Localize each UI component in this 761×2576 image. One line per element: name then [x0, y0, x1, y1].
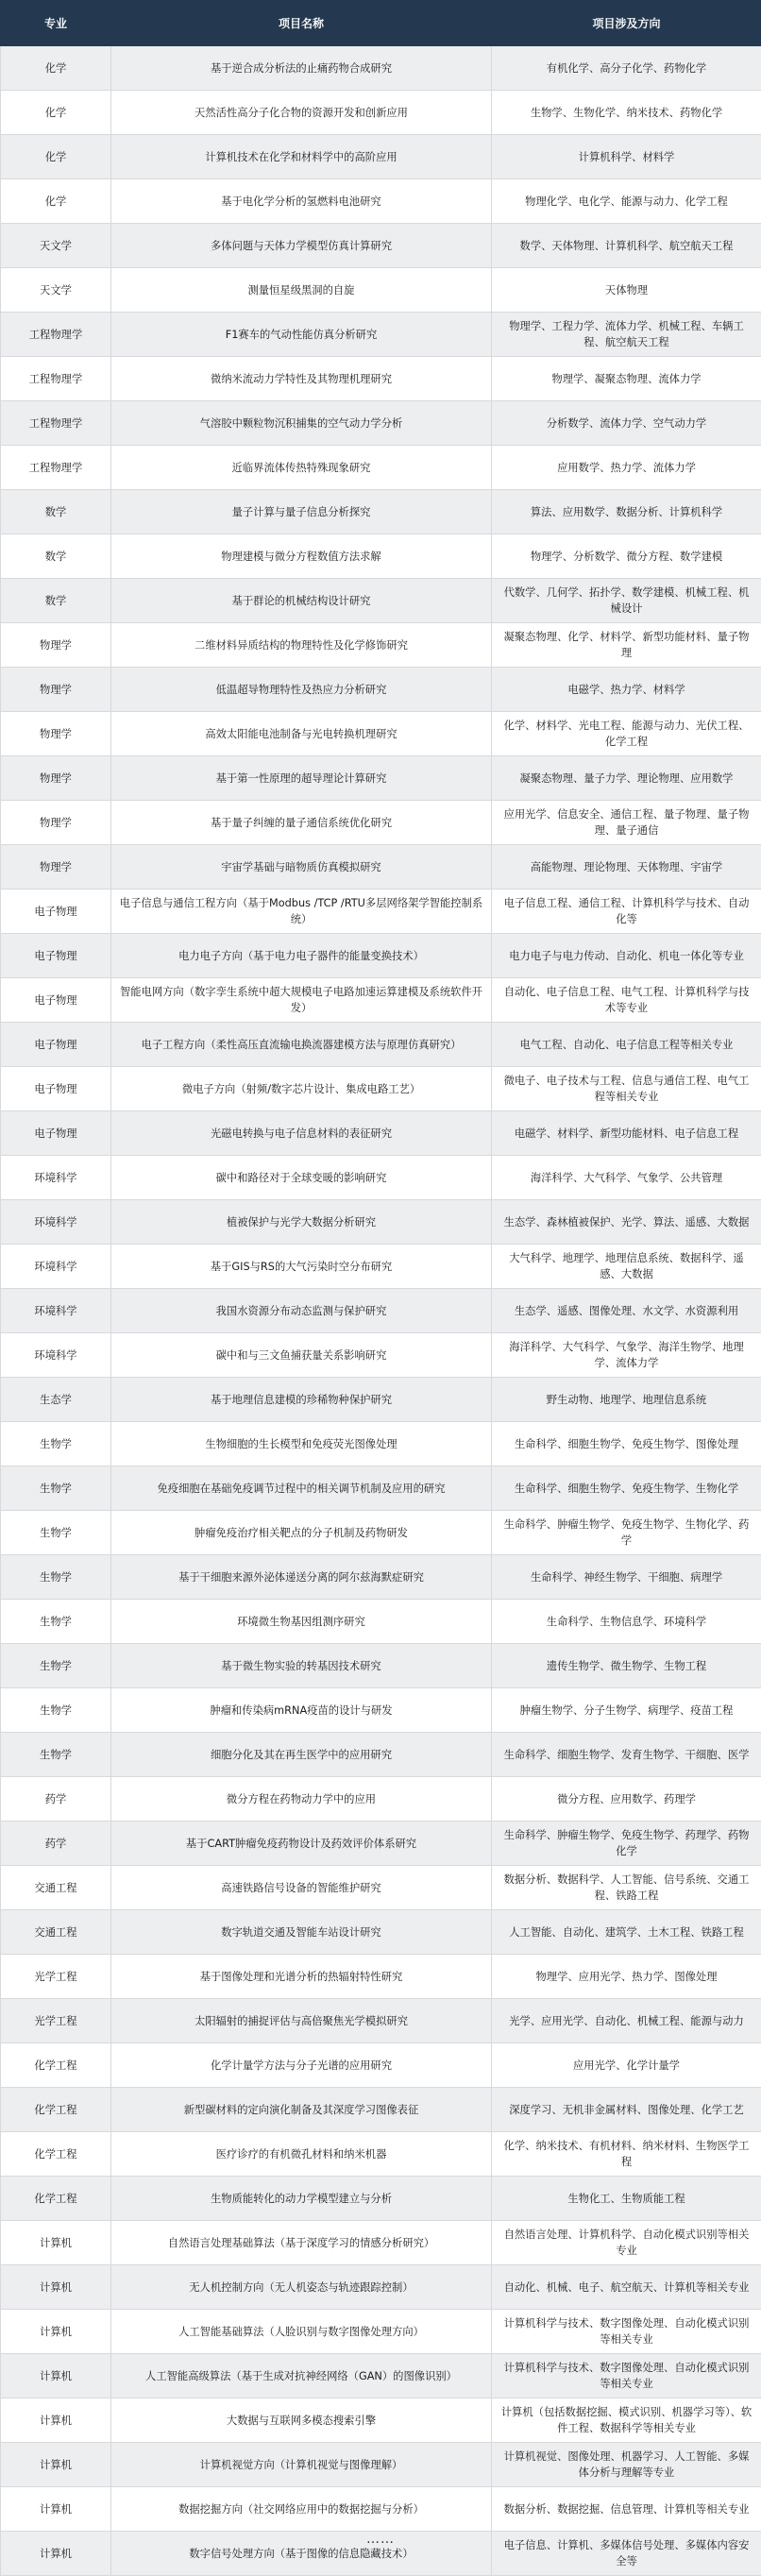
- direction-cell: 生物学、生物化学、纳米技术、药物化学: [492, 91, 761, 135]
- direction-cell: 微分方程、应用数学、药理学: [492, 1777, 761, 1822]
- direction-cell: 化学、纳米技术、有机材料、纳米材料、生物医学工程: [492, 2132, 761, 2177]
- title-cell: 微纳米流动力学特性及其物理机理研究: [111, 357, 492, 401]
- table-row: [1, 179, 761, 224]
- direction-cell: 生命科学、生物信息学、环境科学: [492, 1600, 761, 1644]
- title-cell: 细胞分化及其在再生医学中的应用研究: [111, 1733, 492, 1777]
- major-cell: 计算机: [1, 2265, 111, 2310]
- title-cell: 气溶胶中颗粒物沉积捕集的空气动力学分析: [111, 401, 492, 446]
- table-row: [1, 1200, 761, 1245]
- table-row: [1, 2354, 761, 2398]
- table-row: [1, 1067, 761, 1111]
- title-cell: 碳中和路径对于全球变暖的影响研究: [111, 1156, 492, 1200]
- major-cell: 化学工程: [1, 2043, 111, 2088]
- major-cell: 工程物理学: [1, 313, 111, 357]
- direction-cell: 算法、应用数学、数据分析、计算机科学: [492, 490, 761, 534]
- direction-cell: 电磁学、材料学、新型功能材料、电子信息工程: [492, 1111, 761, 1156]
- major-cell: 数学: [1, 534, 111, 579]
- table-row: [1, 1910, 761, 1955]
- major-cell: 交通工程: [1, 1866, 111, 1910]
- major-cell: 天文学: [1, 224, 111, 268]
- title-cell: 人工智能基础算法（人脸识别与数字图像处理方向）: [111, 2310, 492, 2354]
- table-row: [1, 579, 761, 623]
- major-cell: 生物学: [1, 1688, 111, 1733]
- direction-cell: 生物化工、生物质能工程: [492, 2177, 761, 2221]
- direction-cell: 计算机科学与技术、数字图像处理、自动化模式识别等相关专业: [492, 2310, 761, 2354]
- title-cell: 太阳辐射的捕捉评估与高倍聚焦光学模拟研究: [111, 1999, 492, 2043]
- title-cell: 无人机控制方向（无人机姿态与轨迹跟踪控制）: [111, 2265, 492, 2310]
- direction-cell: 凝聚态物理、化学、材料学、新型功能材料、量子物理: [492, 623, 761, 668]
- title-cell: 电子信息与通信工程方向（基于Modbus /TCP /RTU多层网络架学智能控制系统）: [111, 890, 492, 934]
- title-cell: 天然活性高分子化合物的资源开发和创新应用: [111, 91, 492, 135]
- title-cell: 计算机视觉方向（计算机视觉与图像理解）: [111, 2443, 492, 2487]
- major-cell: 计算机: [1, 2443, 111, 2487]
- direction-cell: 计算机（包括数据挖掘、模式识别、机器学习等）、软件工程、数据科学等相关专业: [492, 2398, 761, 2443]
- major-cell: 环境科学: [1, 1200, 111, 1245]
- table-row: [1, 1644, 761, 1688]
- direction-cell: 物理学、工程力学、流体力学、机械工程、车辆工程、航空航天工程: [492, 313, 761, 357]
- title-cell: 基于电化学分析的氢燃料电池研究: [111, 179, 492, 224]
- table-row: [1, 2177, 761, 2221]
- title-cell: 生物细胞的生长模型和免疫荧光图像处理: [111, 1422, 492, 1466]
- header-major: 专业: [1, 1, 111, 46]
- major-cell: 交通工程: [1, 1910, 111, 1955]
- table-row: [1, 1688, 761, 1733]
- table-row: [1, 668, 761, 712]
- direction-cell: 电子信息、计算机、多媒体信号处理、多媒体内容安全等: [492, 2532, 761, 2576]
- title-cell: 基于逆合成分析法的止痛药物合成研究: [111, 46, 492, 91]
- major-cell: 数学: [1, 490, 111, 534]
- title-cell: 数字轨道交通及智能车站设计研究: [111, 1910, 492, 1955]
- table-row: [1, 224, 761, 268]
- direction-cell: 应用光学、信息安全、通信工程、量子物理、量子物理、量子通信: [492, 801, 761, 845]
- major-cell: 计算机: [1, 2221, 111, 2265]
- table-row: [1, 756, 761, 801]
- title-cell: 量子计算与量子信息分析探究: [111, 490, 492, 534]
- direction-cell: 生命科学、肿瘤生物学、免疫生物学、生物化学、药学: [492, 1511, 761, 1555]
- table-row: [1, 1466, 761, 1511]
- title-cell: 测量恒星级黑洞的自旋: [111, 268, 492, 313]
- table-row: [1, 801, 761, 845]
- direction-cell: 物理学、分析数学、微分方程、数学建模: [492, 534, 761, 579]
- title-cell: 肿瘤免疫治疗相关靶点的分子机制及药物研发: [111, 1511, 492, 1555]
- major-cell: 环境科学: [1, 1245, 111, 1289]
- table-row: [1, 1111, 761, 1156]
- direction-cell: 自然语言处理、计算机科学、自动化模式识别等相关专业: [492, 2221, 761, 2265]
- major-cell: 光学工程: [1, 1955, 111, 1999]
- table-row: [1, 1822, 761, 1866]
- table-row: [1, 1378, 761, 1422]
- major-cell: 电子物理: [1, 934, 111, 978]
- table-row: [1, 845, 761, 890]
- title-cell: 电子工程方向（柔性高压直流输电换流器建模方法与原理仿真研究）: [111, 1023, 492, 1067]
- title-cell: 光磁电转换与电子信息材料的表征研究: [111, 1111, 492, 1156]
- direction-cell: 光学、应用光学、自动化、机械工程、能源与动力: [492, 1999, 761, 2043]
- title-cell: 人工智能高级算法（基于生成对抗神经网络（GAN）的图像识别）: [111, 2354, 492, 2398]
- title-cell: 数字信号处理方向（基于图像的信息隐藏技术）: [111, 2532, 492, 2576]
- table-row: [1, 46, 761, 91]
- title-cell: 基于干细胞来源外泌体递送分离的阿尔兹海默症研究: [111, 1555, 492, 1600]
- footer-ellipsis: ……: [0, 2532, 761, 2547]
- table-row: [1, 2398, 761, 2443]
- direction-cell: 电气工程、自动化、电子信息工程等相关专业: [492, 1023, 761, 1067]
- title-cell: 宇宙学基础与暗物质仿真模拟研究: [111, 845, 492, 890]
- table-row: [1, 1245, 761, 1289]
- table-row: [1, 1999, 761, 2043]
- title-cell: 化学计量学方法与分子光谱的应用研究: [111, 2043, 492, 2088]
- direction-cell: 海洋科学、大气科学、气象学、公共管理: [492, 1156, 761, 1200]
- major-cell: 化学工程: [1, 2177, 111, 2221]
- table-row: [1, 313, 761, 357]
- title-cell: 低温超导物理特性及热应力分析研究: [111, 668, 492, 712]
- direction-cell: 有机化学、高分子化学、药物化学: [492, 46, 761, 91]
- title-cell: 二维材料异质结构的物理特性及化学修饰研究: [111, 623, 492, 668]
- direction-cell: 数据分析、数据科学、人工智能、信号系统、交通工程、铁路工程: [492, 1866, 761, 1910]
- direction-cell: 生态学、森林植被保护、光学、算法、遥感、大数据: [492, 1200, 761, 1245]
- direction-cell: 天体物理: [492, 268, 761, 313]
- title-cell: 高速铁路信号设备的智能维护研究: [111, 1866, 492, 1910]
- title-cell: 基于微生物实验的转基因技术研究: [111, 1644, 492, 1688]
- major-cell: 物理学: [1, 801, 111, 845]
- major-cell: 计算机: [1, 2354, 111, 2398]
- major-cell: 物理学: [1, 756, 111, 801]
- direction-cell: 凝聚态物理、量子力学、理论物理、应用数学: [492, 756, 761, 801]
- direction-cell: 大气科学、地理学、地理信息系统、数据科学、遥感、大数据: [492, 1245, 761, 1289]
- table-row: [1, 2132, 761, 2177]
- direction-cell: 生命科学、细胞生物学、免疫生物学、图像处理: [492, 1422, 761, 1466]
- table-row: [1, 2088, 761, 2132]
- direction-cell: 分析数学、流体力学、空气动力学: [492, 401, 761, 446]
- direction-cell: 野生动物、地理学、地理信息系统: [492, 1378, 761, 1422]
- title-cell: 肿瘤和传染病mRNA疫苗的设计与研发: [111, 1688, 492, 1733]
- direction-cell: 人工智能、自动化、建筑学、土木工程、铁路工程: [492, 1910, 761, 1955]
- title-cell: 微分方程在药物动力学中的应用: [111, 1777, 492, 1822]
- major-cell: 光学工程: [1, 1999, 111, 2043]
- direction-cell: 生命科学、细胞生物学、免疫生物学、生物化学: [492, 1466, 761, 1511]
- direction-cell: 遗传生物学、微生物学、生物工程: [492, 1644, 761, 1688]
- title-cell: 大数据与互联网多模态搜索引擎: [111, 2398, 492, 2443]
- table-row: [1, 1333, 761, 1378]
- table-row: [1, 2487, 761, 2532]
- major-cell: 环境科学: [1, 1289, 111, 1333]
- table-row: [1, 2043, 761, 2088]
- table-row: [1, 1511, 761, 1555]
- direction-cell: 生命科学、细胞生物学、发育生物学、干细胞、医学: [492, 1733, 761, 1777]
- title-cell: 新型碳材料的定向演化制备及其深度学习图像表征: [111, 2088, 492, 2132]
- major-cell: 化学: [1, 135, 111, 179]
- table-row: [1, 1289, 761, 1333]
- title-cell: 碳中和与三文鱼捕获量关系影响研究: [111, 1333, 492, 1378]
- table-row: [1, 1156, 761, 1200]
- major-cell: 化学工程: [1, 2088, 111, 2132]
- title-cell: 物理建模与微分方程数值方法求解: [111, 534, 492, 579]
- table-row: [1, 91, 761, 135]
- major-cell: 生物学: [1, 1422, 111, 1466]
- major-cell: 计算机: [1, 2532, 111, 2576]
- title-cell: 计算机技术在化学和材料学中的高阶应用: [111, 135, 492, 179]
- table-row: [1, 1422, 761, 1466]
- table-row: [1, 401, 761, 446]
- major-cell: 生态学: [1, 1378, 111, 1422]
- table-body: [1, 46, 761, 2576]
- title-cell: 基于图像处理和光谱分析的热辐射特性研究: [111, 1955, 492, 1999]
- direction-cell: 深度学习、无机非金属材料、图像处理、化学工艺: [492, 2088, 761, 2132]
- title-cell: 医疗诊疗的有机微孔材料和纳米机器: [111, 2132, 492, 2177]
- table-row: [1, 135, 761, 179]
- direction-cell: 生命科学、神经生物学、干细胞、病理学: [492, 1555, 761, 1600]
- major-cell: 电子物理: [1, 1067, 111, 1111]
- header-row: [1, 1, 761, 46]
- major-cell: 生物学: [1, 1511, 111, 1555]
- title-cell: 自然语言处理基础算法（基于深度学习的情感分析研究）: [111, 2221, 492, 2265]
- table-row: [1, 490, 761, 534]
- title-cell: 生物质能转化的动力学模型建立与分析: [111, 2177, 492, 2221]
- table-row: [1, 357, 761, 401]
- title-cell: 数据挖掘方向（社交网络应用中的数据挖掘与分析）: [111, 2487, 492, 2532]
- title-cell: 多体问题与天体力学模型仿真计算研究: [111, 224, 492, 268]
- table-row: [1, 1600, 761, 1644]
- title-cell: 电力电子方向（基于电力电子器件的能量变换技术）: [111, 934, 492, 978]
- title-cell: 近临界流体传热特殊现象研究: [111, 446, 492, 490]
- direction-cell: 物理学、应用光学、热力学、图像处理: [492, 1955, 761, 1999]
- title-cell: 环境微生物基因组测序研究: [111, 1600, 492, 1644]
- direction-cell: 海洋科学、大气科学、气象学、海洋生物学、地理学、流体力学: [492, 1333, 761, 1378]
- direction-cell: 计算机科学、材料学: [492, 135, 761, 179]
- direction-cell: 生态学、遥感、图像处理、水文学、水资源利用: [492, 1289, 761, 1333]
- major-cell: 物理学: [1, 845, 111, 890]
- title-cell: 高效太阳能电池制备与光电转换机理研究: [111, 712, 492, 756]
- major-cell: 电子物理: [1, 1023, 111, 1067]
- table-row: [1, 1955, 761, 1999]
- table-row: [1, 2265, 761, 2310]
- direction-cell: 电磁学、热力学、材料学: [492, 668, 761, 712]
- major-cell: 生物学: [1, 1466, 111, 1511]
- major-cell: 工程物理学: [1, 357, 111, 401]
- table-row: [1, 1023, 761, 1067]
- major-cell: 化学: [1, 46, 111, 91]
- major-cell: 药学: [1, 1822, 111, 1866]
- major-cell: 工程物理学: [1, 401, 111, 446]
- major-cell: 化学: [1, 91, 111, 135]
- title-cell: 基于群论的机械结构设计研究: [111, 579, 492, 623]
- major-cell: 生物学: [1, 1555, 111, 1600]
- major-cell: 环境科学: [1, 1156, 111, 1200]
- table-row: [1, 2221, 761, 2265]
- table-row: [1, 446, 761, 490]
- major-cell: 数学: [1, 579, 111, 623]
- major-cell: 生物学: [1, 1644, 111, 1688]
- table-row: [1, 1866, 761, 1910]
- direction-cell: 高能物理、理论物理、天体物理、宇宙学: [492, 845, 761, 890]
- header-direction: 项目涉及方向: [492, 1, 761, 46]
- major-cell: 工程物理学: [1, 446, 111, 490]
- title-cell: 基于地理信息建模的珍稀物种保护研究: [111, 1378, 492, 1422]
- table-row: [1, 623, 761, 668]
- direction-cell: 微电子、电子技术与工程、信息与通信工程、电气工程等相关专业: [492, 1067, 761, 1111]
- table-row: [1, 2310, 761, 2354]
- major-cell: 电子物理: [1, 890, 111, 934]
- table-row: [1, 1555, 761, 1600]
- direction-cell: 应用数学、热力学、流体力学: [492, 446, 761, 490]
- major-cell: 电子物理: [1, 978, 111, 1023]
- major-cell: 物理学: [1, 712, 111, 756]
- direction-cell: 数学、天体物理、计算机科学、航空航天工程: [492, 224, 761, 268]
- direction-cell: 计算机科学与技术、数字图像处理、自动化模式识别等相关专业: [492, 2354, 761, 2398]
- title-cell: 微电子方向（射频/数字芯片设计、集成电路工艺）: [111, 1067, 492, 1111]
- table-row: [1, 1777, 761, 1822]
- title-cell: F1赛车的气动性能仿真分析研究: [111, 313, 492, 357]
- direction-cell: 计算机视觉、图像处理、机器学习、人工智能、多媒体分析与理解等专业: [492, 2443, 761, 2487]
- direction-cell: 电子信息工程、通信工程、计算机科学与技术、自动化等: [492, 890, 761, 934]
- table-header: [1, 1, 761, 46]
- direction-cell: 化学、材料学、光电工程、能源与动力、光伏工程、化学工程: [492, 712, 761, 756]
- major-cell: 计算机: [1, 2310, 111, 2354]
- title-cell: 基于CART肿瘤免疫药物设计及药效评价体系研究: [111, 1822, 492, 1866]
- major-cell: 天文学: [1, 268, 111, 313]
- major-cell: 计算机: [1, 2487, 111, 2532]
- major-cell: 物理学: [1, 668, 111, 712]
- direction-cell: 物理学、凝聚态物理、流体力学: [492, 357, 761, 401]
- title-cell: 植被保护与光学大数据分析研究: [111, 1200, 492, 1245]
- table-row: [1, 712, 761, 756]
- header-title: 项目名称: [111, 1, 492, 46]
- title-cell: 免疫细胞在基础免疫调节过程中的相关调节机制及应用的研究: [111, 1466, 492, 1511]
- major-cell: 药学: [1, 1777, 111, 1822]
- table-row: [1, 978, 761, 1023]
- direction-cell: 物理化学、电化学、能源与动力、化学工程: [492, 179, 761, 224]
- table-row: [1, 934, 761, 978]
- major-cell: 电子物理: [1, 1111, 111, 1156]
- major-cell: 生物学: [1, 1733, 111, 1777]
- major-cell: 物理学: [1, 623, 111, 668]
- table-row: [1, 268, 761, 313]
- title-cell: 基于第一性原理的超导理论计算研究: [111, 756, 492, 801]
- direction-cell: 数据分析、数据挖掘、信息管理、计算机等相关专业: [492, 2487, 761, 2532]
- direction-cell: 应用光学、化学计量学: [492, 2043, 761, 2088]
- table-row: [1, 1733, 761, 1777]
- major-cell: 计算机: [1, 2398, 111, 2443]
- major-cell: 生物学: [1, 1600, 111, 1644]
- direction-cell: 代数学、几何学、拓扑学、数学建模、机械工程、机械设计: [492, 579, 761, 623]
- major-cell: 环境科学: [1, 1333, 111, 1378]
- table-row: [1, 534, 761, 579]
- direction-cell: 肿瘤生物学、分子生物学、病理学、疫苗工程: [492, 1688, 761, 1733]
- major-cell: 化学工程: [1, 2132, 111, 2177]
- title-cell: 智能电网方向（数字孪生系统中超大规模电子电路加速运算建模及系统软件开发）: [111, 978, 492, 1023]
- title-cell: 基于GIS与RS的大气污染时空分布研究: [111, 1245, 492, 1289]
- table-row: [1, 2443, 761, 2487]
- title-cell: 我国水资源分布动态监测与保护研究: [111, 1289, 492, 1333]
- table-row: [1, 890, 761, 934]
- title-cell: 基于量子纠缠的量子通信系统优化研究: [111, 801, 492, 845]
- direction-cell: 生命科学、肿瘤生物学、免疫生物学、药理学、药物化学: [492, 1822, 761, 1866]
- direction-cell: 电力电子与电力传动、自动化、机电一体化等专业: [492, 934, 761, 978]
- direction-cell: 自动化、机械、电子、航空航天、计算机等相关专业: [492, 2265, 761, 2310]
- direction-cell: 自动化、电子信息工程、电气工程、计算机科学与技术等专业: [492, 978, 761, 1023]
- major-cell: 化学: [1, 179, 111, 224]
